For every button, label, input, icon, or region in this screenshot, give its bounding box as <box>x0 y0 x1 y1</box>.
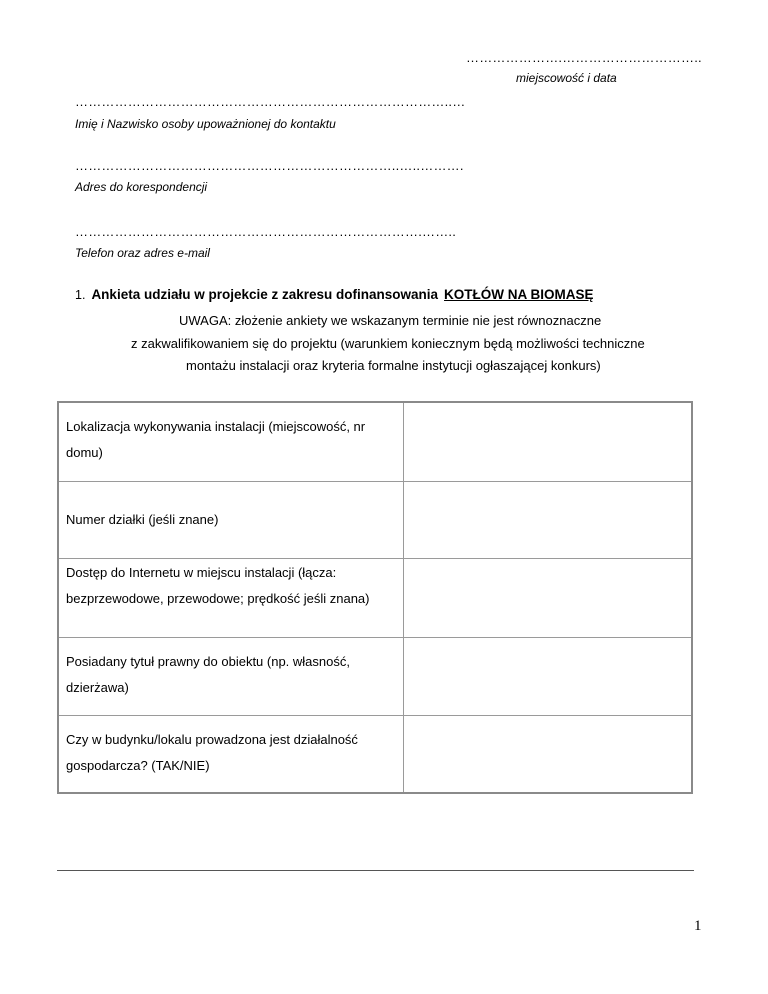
answer-plot-number[interactable] <box>404 481 693 558</box>
contact-name-caption: Imię i Nazwisko osoby upoważnionej do kontaktu <box>75 117 336 131</box>
address-line[interactable]: ………………………………………………………………..…..………. <box>75 158 464 173</box>
place-date-caption: miejscowość i data <box>516 71 617 85</box>
note-line-1: UWAGA: złożenie ankiety we wskazanym terminie nie jest równoznaczne <box>179 313 602 328</box>
phone-email-line[interactable]: …………………………………………………………………….…….. <box>75 224 457 239</box>
question-location: Lokalizacja wykonywania instalacji (miejscowość, nr domu) <box>58 402 404 481</box>
note-line-3: montażu instalacji oraz kryteria formalne instytucji ogłaszającej konkurs) <box>186 358 601 373</box>
answer-internet-access[interactable] <box>404 558 693 637</box>
answer-location[interactable] <box>404 402 693 481</box>
page-number: 1 <box>694 918 702 934</box>
section-number: 1. <box>75 288 86 302</box>
table-row <box>58 558 692 637</box>
footer-rule <box>57 870 694 871</box>
answer-legal-title[interactable] <box>404 637 693 715</box>
survey-table <box>57 401 693 794</box>
section-heading <box>75 287 594 302</box>
table-row <box>58 715 692 793</box>
place-date-line[interactable]: ………………….………………………….. <box>466 50 702 65</box>
contact-name-line[interactable]: …………………………………………………………………………..… <box>75 94 466 109</box>
question-legal-title: Posiadany tytuł prawny do obiektu (np. własność, dzierżawa) <box>58 637 404 715</box>
table-row <box>58 402 692 481</box>
answer-business-activity[interactable] <box>404 715 693 793</box>
question-plot-number: Numer działki (jeśli znane) <box>58 481 404 558</box>
address-caption: Adres do korespondencji <box>75 180 208 194</box>
table-row <box>58 637 692 715</box>
phone-email-caption: Telefon oraz adres e-mail <box>75 246 210 260</box>
table-row <box>58 481 692 558</box>
note-line-2: z zakwalifikowaniem się do projektu (warunkiem koniecznym będą możliwości techniczne <box>131 336 645 351</box>
section-emphasis: KOTŁÓW NA BIOMASĘ <box>444 287 594 302</box>
question-business-activity: Czy w budynku/lokalu prowadzona jest działalność gospodarcza? (TAK/NIE) <box>58 715 404 793</box>
section-title: Ankieta udziału w projekcie z zakresu dofinansowania <box>91 287 439 302</box>
question-internet-access: Dostęp do Internetu w miejscu instalacji (łącza: bezprzewodowe, przewodowe; prędkość jeśli znana) <box>58 558 404 637</box>
